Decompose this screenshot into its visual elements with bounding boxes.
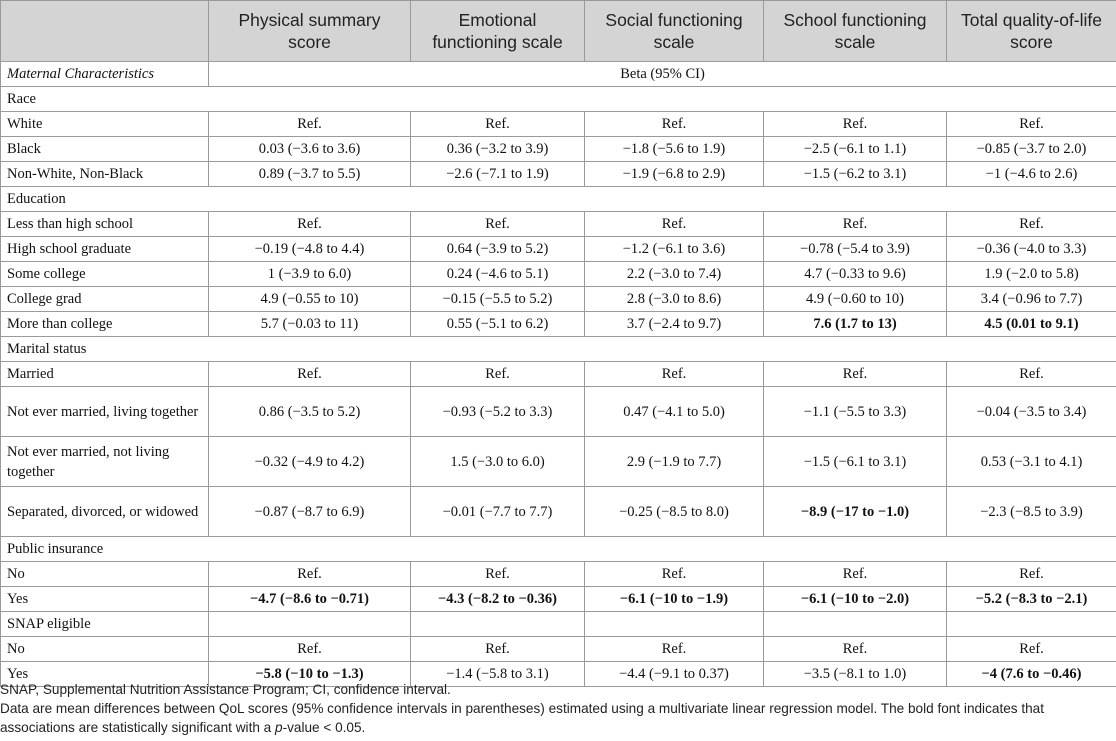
footnote-methods-text: Data are mean differences between QoL scores (95% confidence intervals in parentheses) estimated using a multivariate linear regression model. The bold font indicates that associations are statistically significant with a — [0, 701, 1045, 735]
row-label: Yes — [1, 662, 209, 687]
value-cell: Ref. — [764, 362, 947, 387]
value-cell: 7.6 (1.7 to 13) — [764, 312, 947, 337]
value-cell: Ref. — [411, 637, 585, 662]
value-cell — [209, 612, 411, 637]
value-cell — [764, 612, 947, 637]
value-cell: −1.9 (−6.8 to 2.9) — [585, 162, 764, 187]
table-row — [1, 362, 1116, 387]
header-social-functioning: Social functioning scale — [585, 1, 764, 62]
value-cell: −2.6 (−7.1 to 1.9) — [411, 162, 585, 187]
row-label: Some college — [1, 262, 209, 287]
table-footnotes — [0, 680, 1116, 737]
value-cell: Ref. — [411, 362, 585, 387]
value-cell: −1.2 (−6.1 to 3.6) — [585, 237, 764, 262]
value-cell: −6.1 (−10 to −1.9) — [585, 587, 764, 612]
header-school-functioning: School functioning scale — [764, 1, 947, 62]
value-cell: −0.15 (−5.5 to 5.2) — [411, 287, 585, 312]
row-label: High school graduate — [1, 237, 209, 262]
value-cell: 2.2 (−3.0 to 7.4) — [585, 262, 764, 287]
table-row — [1, 587, 1116, 612]
value-cell: −5.2 (−8.3 to −2.1) — [947, 587, 1116, 612]
table-row — [1, 437, 1116, 487]
value-cell: 1 (−3.9 to 6.0) — [209, 262, 411, 287]
value-cell: −0.32 (−4.9 to 4.2) — [209, 437, 411, 487]
table-row — [1, 387, 1116, 437]
value-cell: Ref. — [209, 112, 411, 137]
value-cell: 0.36 (−3.2 to 3.9) — [411, 137, 585, 162]
group-row — [1, 337, 1116, 362]
value-cell: 0.86 (−3.5 to 5.2) — [209, 387, 411, 437]
value-cell: −1.8 (−5.6 to 1.9) — [585, 137, 764, 162]
value-cell — [947, 612, 1116, 637]
value-cell: −4 (7.6 to −0.46) — [947, 662, 1116, 687]
value-cell: −4.4 (−9.1 to 0.37) — [585, 662, 764, 687]
value-cell: −1 (−4.6 to 2.6) — [947, 162, 1116, 187]
value-cell: 0.24 (−4.6 to 5.1) — [411, 262, 585, 287]
value-cell: Ref. — [947, 212, 1116, 237]
value-cell: 4.5 (0.01 to 9.1) — [947, 312, 1116, 337]
value-cell: 3.7 (−2.4 to 9.7) — [585, 312, 764, 337]
footnote-methods — [0, 699, 1116, 737]
header-emotional-functioning: Emotional functioning scale — [411, 1, 585, 62]
group-label: Public insurance — [1, 537, 1116, 562]
value-cell: 0.89 (−3.7 to 5.5) — [209, 162, 411, 187]
table-row — [1, 212, 1116, 237]
value-cell: Ref. — [947, 362, 1116, 387]
value-cell: Ref. — [585, 112, 764, 137]
value-cell: −8.9 (−17 to −1.0) — [764, 487, 947, 537]
row-label: Not ever married, living together — [1, 387, 209, 437]
footnote-p-value-text: -value < 0.05. — [282, 720, 366, 735]
row-label: More than college — [1, 312, 209, 337]
value-cell: Ref. — [764, 562, 947, 587]
value-cell: 1.5 (−3.0 to 6.0) — [411, 437, 585, 487]
value-cell: −0.85 (−3.7 to 2.0) — [947, 137, 1116, 162]
value-cell: Ref. — [585, 562, 764, 587]
value-cell: 1.9 (−2.0 to 5.8) — [947, 262, 1116, 287]
table-row — [1, 637, 1116, 662]
value-cell: −0.19 (−4.8 to 4.4) — [209, 237, 411, 262]
value-cell: Ref. — [764, 112, 947, 137]
table-row — [1, 162, 1116, 187]
table-row — [1, 137, 1116, 162]
row-label: Black — [1, 137, 209, 162]
value-cell: −0.04 (−3.5 to 3.4) — [947, 387, 1116, 437]
header-cell-empty — [1, 1, 209, 62]
value-cell: −2.5 (−6.1 to 1.1) — [764, 137, 947, 162]
header-physical-summary: Physical summary score — [209, 1, 411, 62]
value-cell: Ref. — [411, 562, 585, 587]
value-cell: Ref. — [209, 362, 411, 387]
value-cell: −6.1 (−10 to −2.0) — [764, 587, 947, 612]
row-label: White — [1, 112, 209, 137]
group-label: Race — [1, 87, 1116, 112]
value-cell: −1.1 (−5.5 to 3.3) — [764, 387, 947, 437]
table-row — [1, 112, 1116, 137]
row-label: Non-White, Non-Black — [1, 162, 209, 187]
table-row — [1, 287, 1116, 312]
footnote-p-italic: p — [275, 720, 283, 735]
group-label: SNAP eligible — [1, 612, 209, 637]
group-label: Marital status — [1, 337, 1116, 362]
value-cell: Ref. — [209, 637, 411, 662]
value-cell: −4.3 (−8.2 to −0.36) — [411, 587, 585, 612]
value-cell: Ref. — [209, 212, 411, 237]
value-cell — [411, 612, 585, 637]
group-row — [1, 187, 1116, 212]
value-cell: −0.93 (−5.2 to 3.3) — [411, 387, 585, 437]
row-label: Married — [1, 362, 209, 387]
value-cell — [585, 612, 764, 637]
value-cell: Ref. — [947, 562, 1116, 587]
value-cell: 2.9 (−1.9 to 7.7) — [585, 437, 764, 487]
value-cell: 0.47 (−4.1 to 5.0) — [585, 387, 764, 437]
value-cell: 4.9 (−0.60 to 10) — [764, 287, 947, 312]
maternal-characteristics-label: Maternal Characteristics — [1, 62, 209, 87]
value-cell: 5.7 (−0.03 to 11) — [209, 312, 411, 337]
value-cell: Ref. — [585, 637, 764, 662]
footnote-abbreviations: SNAP, Supplemental Nutrition Assistance Program; CI, confidence interval. — [0, 682, 451, 697]
table-row — [1, 487, 1116, 537]
value-cell: −3.5 (−8.1 to 1.0) — [764, 662, 947, 687]
row-label: Separated, divorced, or widowed — [1, 487, 209, 537]
group-row — [1, 87, 1116, 112]
value-cell: −4.7 (−8.6 to −0.71) — [209, 587, 411, 612]
value-cell: Ref. — [764, 212, 947, 237]
table-row — [1, 237, 1116, 262]
value-cell: −0.78 (−5.4 to 3.9) — [764, 237, 947, 262]
table-row — [1, 562, 1116, 587]
row-label: Yes — [1, 587, 209, 612]
value-cell: Ref. — [947, 112, 1116, 137]
row-label: No — [1, 637, 209, 662]
row-label: Less than high school — [1, 212, 209, 237]
table-row — [1, 262, 1116, 287]
row-label: No — [1, 562, 209, 587]
value-cell: 4.9 (−0.55 to 10) — [209, 287, 411, 312]
value-cell: 2.8 (−3.0 to 8.6) — [585, 287, 764, 312]
row-label: College grad — [1, 287, 209, 312]
value-cell: 0.64 (−3.9 to 5.2) — [411, 237, 585, 262]
beta-ci-label: Beta (95% CI) — [209, 62, 1116, 87]
value-cell: 0.55 (−5.1 to 6.2) — [411, 312, 585, 337]
subheader-row — [1, 62, 1116, 87]
table-row — [1, 312, 1116, 337]
value-cell: −1.4 (−5.8 to 3.1) — [411, 662, 585, 687]
value-cell: Ref. — [947, 637, 1116, 662]
value-cell: 4.7 (−0.33 to 9.6) — [764, 262, 947, 287]
row-label: Not ever married, not living together — [1, 437, 209, 487]
value-cell: 0.03 (−3.6 to 3.6) — [209, 137, 411, 162]
value-cell: −1.5 (−6.2 to 3.1) — [764, 162, 947, 187]
value-cell: −0.25 (−8.5 to 8.0) — [585, 487, 764, 537]
value-cell: Ref. — [585, 362, 764, 387]
header-total-qol: Total quality-of-life score — [947, 1, 1116, 62]
value-cell: Ref. — [764, 637, 947, 662]
value-cell: −0.87 (−8.7 to 6.9) — [209, 487, 411, 537]
value-cell: −0.01 (−7.7 to 7.7) — [411, 487, 585, 537]
header-row — [1, 1, 1116, 62]
value-cell: −1.5 (−6.1 to 3.1) — [764, 437, 947, 487]
value-cell: 3.4 (−0.96 to 7.7) — [947, 287, 1116, 312]
value-cell: −2.3 (−8.5 to 3.9) — [947, 487, 1116, 537]
value-cell: 0.53 (−3.1 to 4.1) — [947, 437, 1116, 487]
value-cell: Ref. — [411, 112, 585, 137]
group-row — [1, 537, 1116, 562]
value-cell: Ref. — [585, 212, 764, 237]
group-row — [1, 612, 1116, 637]
value-cell: Ref. — [411, 212, 585, 237]
value-cell: −5.8 (−10 to −1.3) — [209, 662, 411, 687]
value-cell: −0.36 (−4.0 to 3.3) — [947, 237, 1116, 262]
value-cell: Ref. — [209, 562, 411, 587]
group-label: Education — [1, 187, 1116, 212]
